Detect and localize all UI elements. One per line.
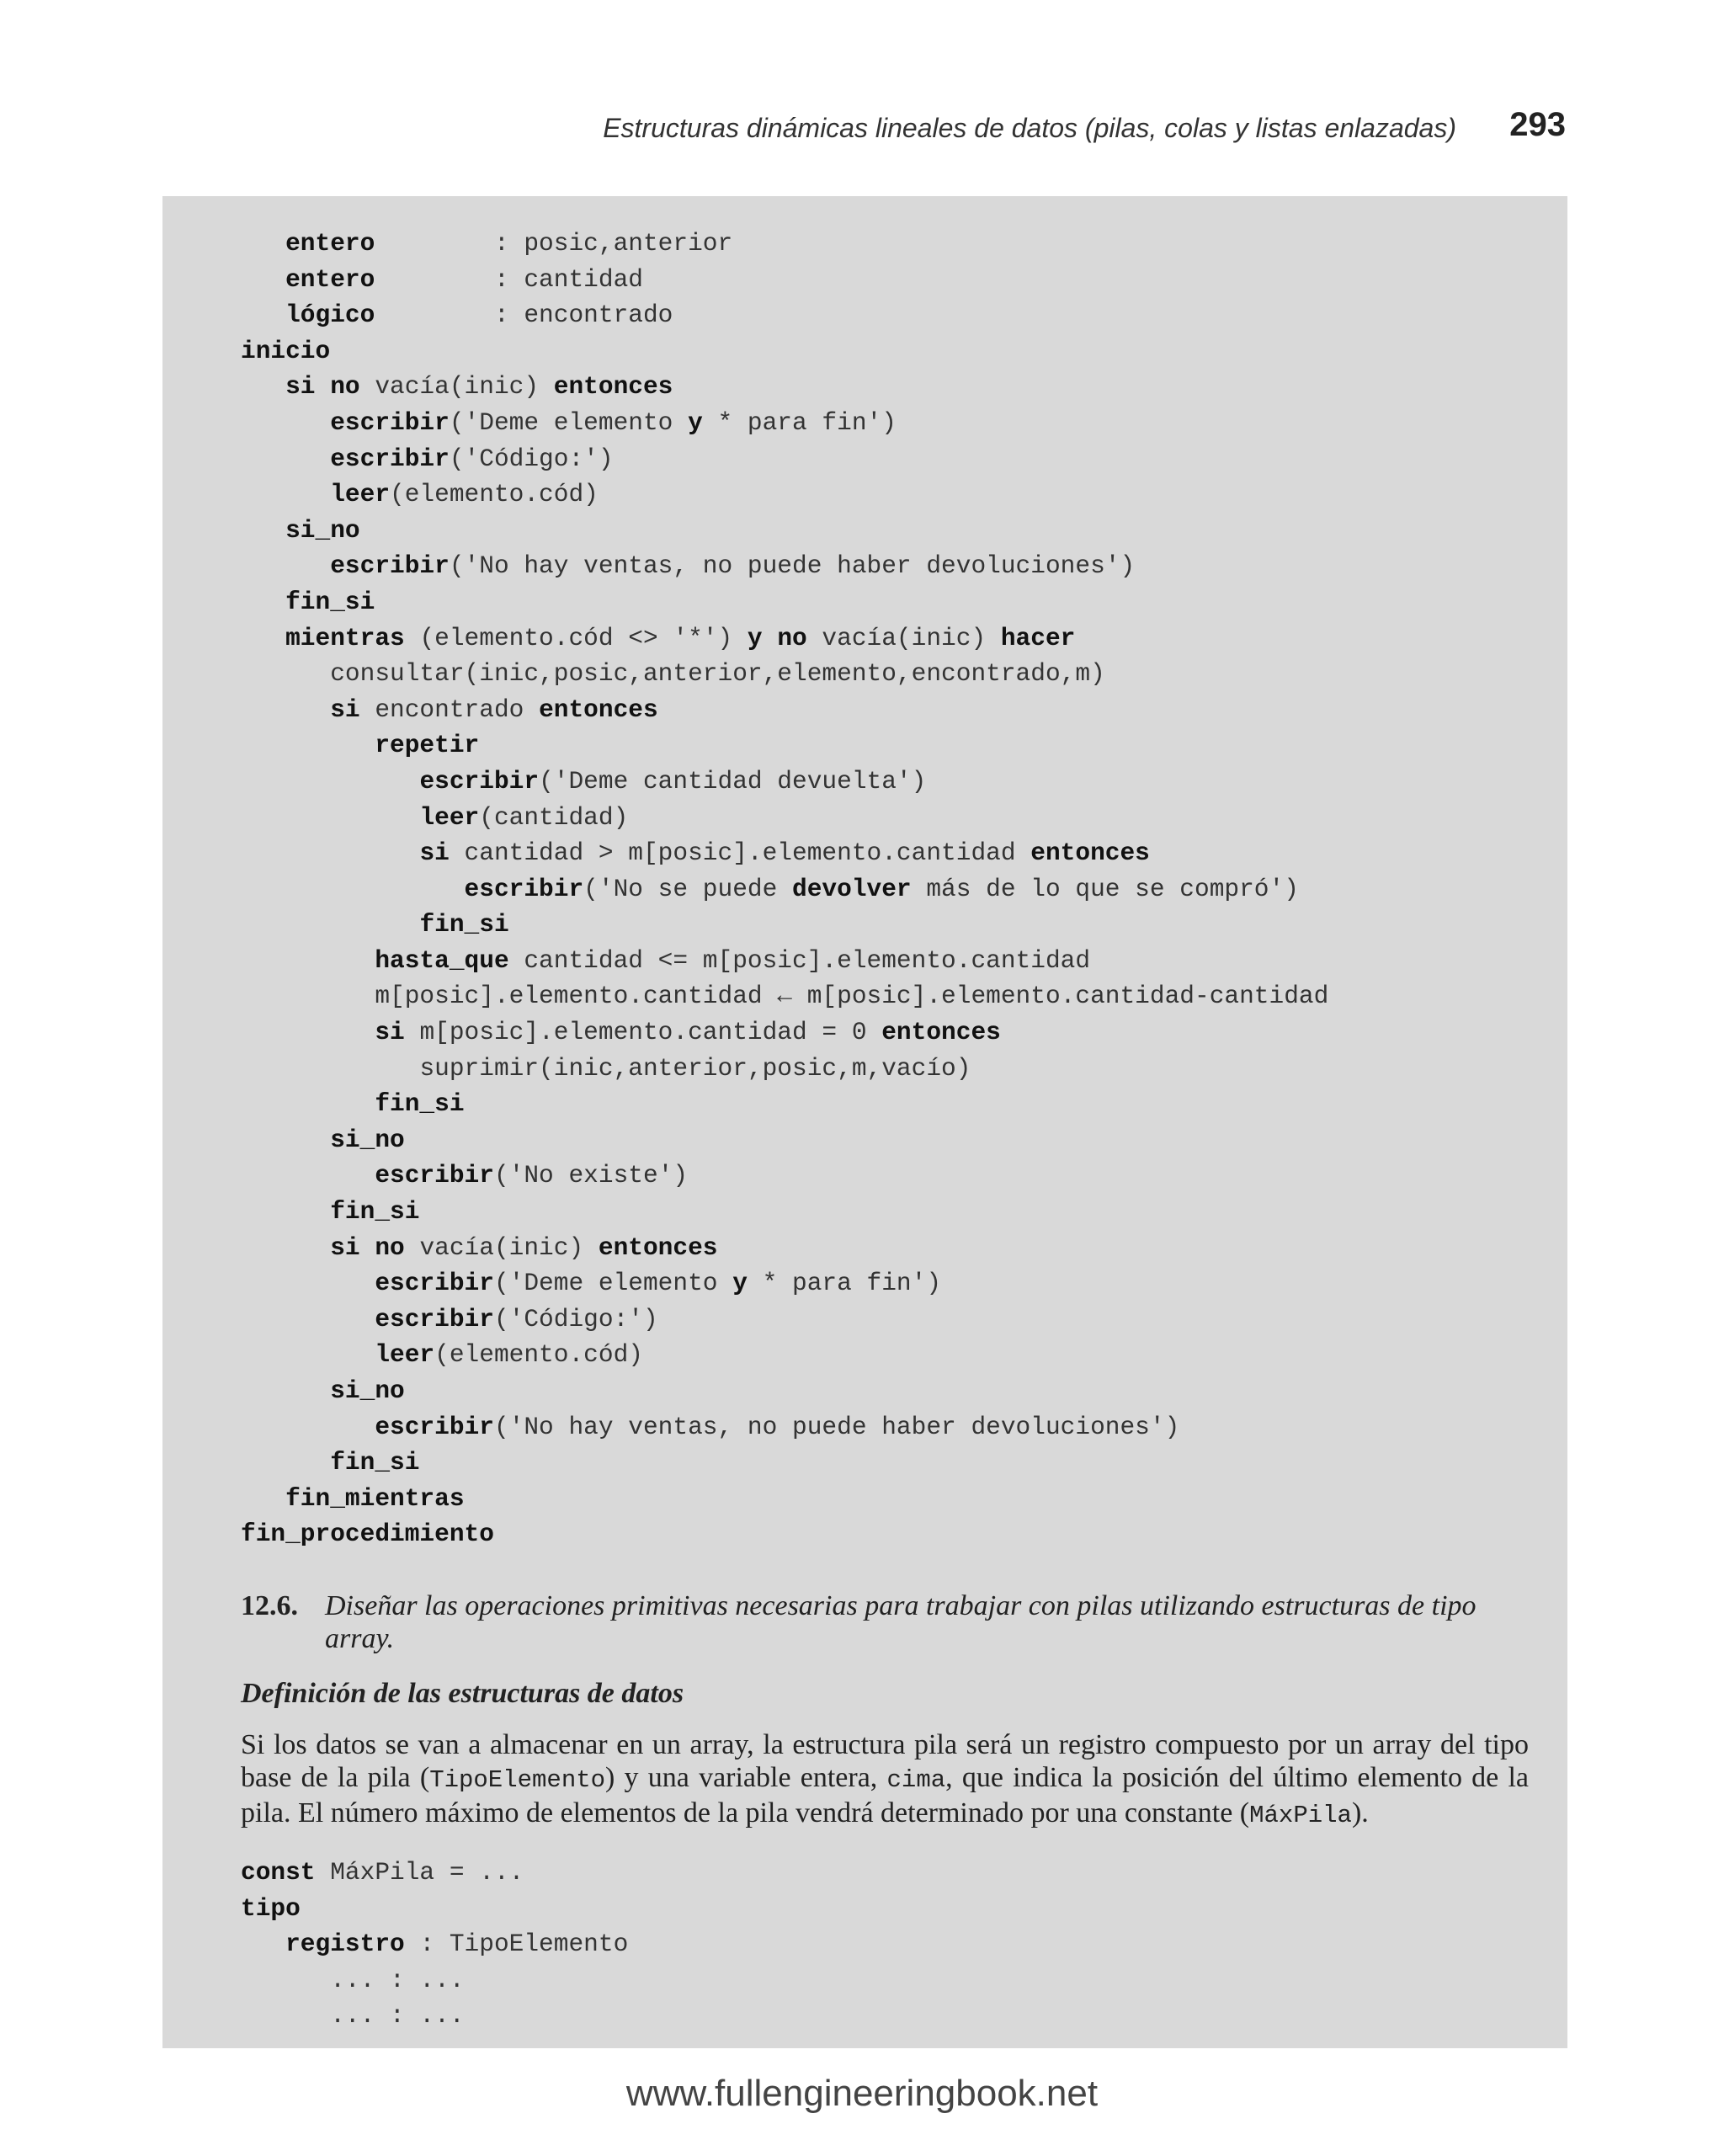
body-paragraph: Si los datos se van a almacenar en un array, la estructura pila será un registro compuesto por un array del tipo base de la pila (TipoElemento) y una variable entera, cima, que indica la posición del último elemento de la pila. El número máximo de elementos de la pila vendrá determinado por una constante (MáxPila). (241, 1729, 1529, 1829)
pseudocode-block: entero : posic,anterior entero : cantidad lógico : encontrado inicio si no vacía(inic) entonces escribir('Deme elemento y * para fin') escribir('Código:') leer(elemento.cód) si_no escribir('No hay ventas, no puede haber devoluciones') fin_si mientras (elemento.cód <> '*') y no vacía(inic) hacer consultar(inic,posic,anterior,elemento,encontrado,m) si encontrado entonces repetir escribir('Deme cantidad devuelta') leer(cantidad) si cantidad > m[posic].elemento.cantidad entonces escribir('No se puede devolver más de lo que se compró') fin_si hasta_que cantidad <= m[posic].elemento.cantidad m[posic].elemento.cantidad ← m[posic].elemento.cantidad-cantidad si m[posic].elemento.cantidad = 0 entonces suprimir(inic,anterior,posic,m,vacío) fin_si si_no escribir('No existe') fin_si si no vacía(inic) entonces escribir('Deme elemento y * para fin') escribir('Código:') leer(elemento.cód) si_no escribir('No hay ventas, no puede haber devoluciones') fin_si fin_mientras fin_procedimiento (241, 229, 1329, 1549)
footer-url: www.fullengineeringbook.net (625, 2073, 1099, 2114)
exercise-12-6 (241, 1589, 1529, 1655)
page-number: 293 (1509, 106, 1566, 143)
exercise-number: 12.6. (241, 1590, 298, 1621)
type-definition-code: const MáxPila = ... tipo registro : TipoElemento ... : ... ... : ... (241, 1858, 629, 2031)
running-header (589, 106, 1566, 157)
shaded-content-panel (162, 196, 1567, 2048)
running-title: Estructuras dinámicas lineales de datos (pilas, colas y listas enlazadas) (603, 113, 1456, 143)
exercise-statement: Diseñar las operaciones primitivas necesarias para trabajar con pilas utilizando estructuras de tipo array. (325, 1590, 1477, 1654)
section-heading: Definición de las estructuras de datos (241, 1678, 684, 1709)
